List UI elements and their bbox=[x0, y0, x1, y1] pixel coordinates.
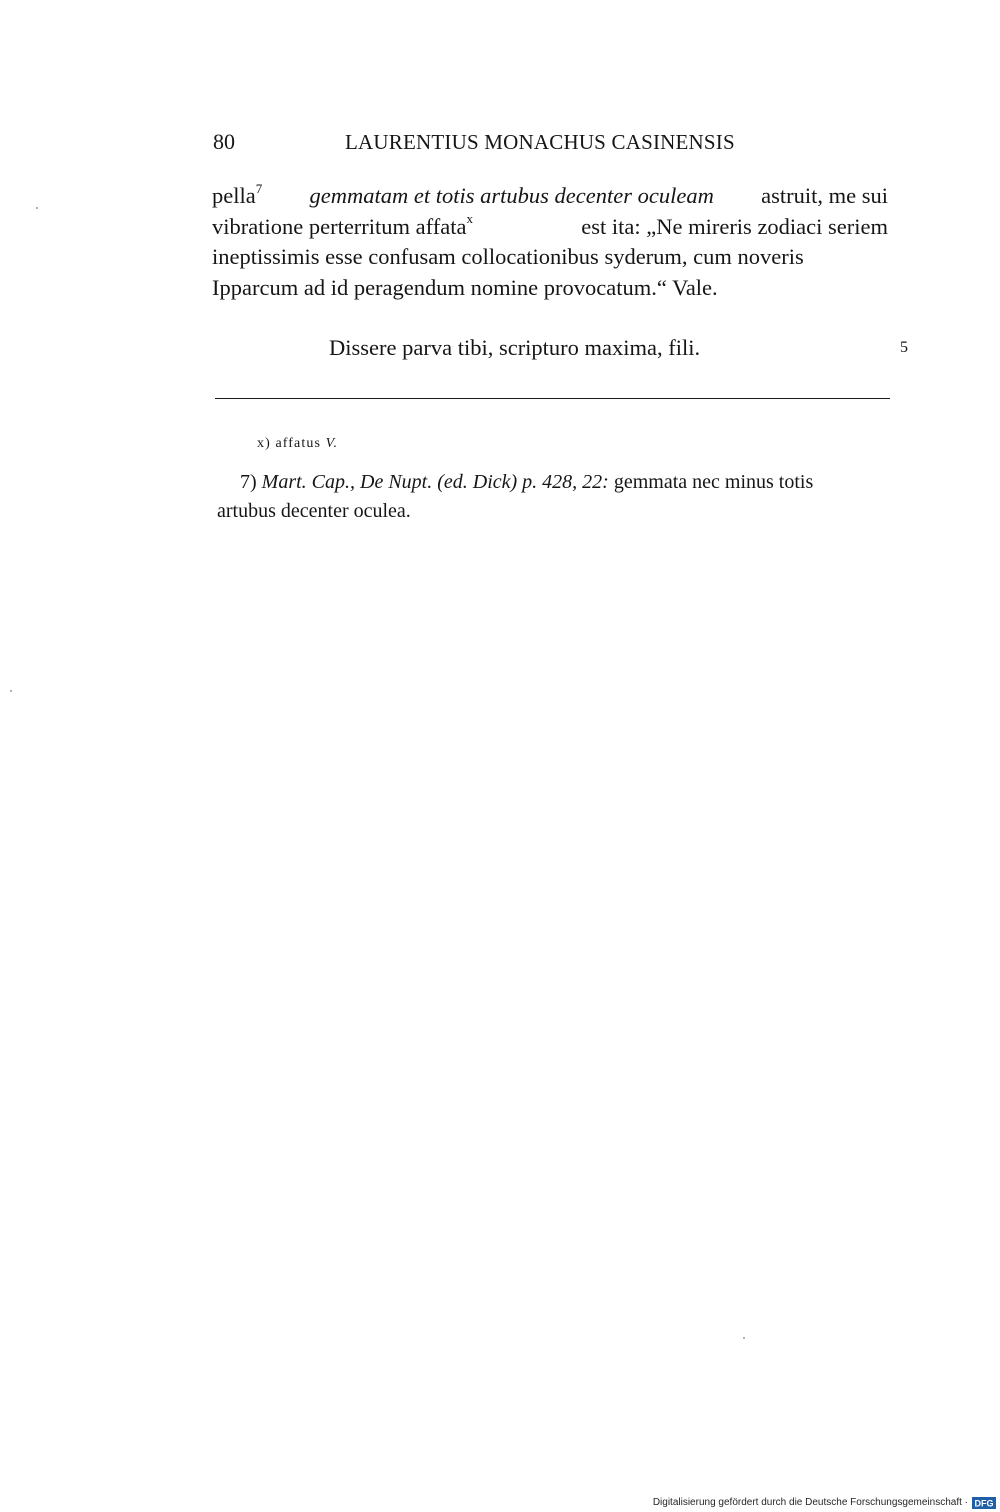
text-segment: ineptissimis esse confusam collocationibus syderum, cum noveris bbox=[212, 244, 804, 269]
footnote-reference: 7 bbox=[255, 180, 263, 196]
italic-quotation: gemmatam et totis artubus decenter oculeam bbox=[309, 183, 714, 208]
credit-text: Digitalisierung gefördert durch die Deutsche Forschungsgemeinschaft · bbox=[652, 1497, 968, 1508]
footnote-source: Mart. Cap., De Nupt. (ed. Dick) p. 428, 22: bbox=[261, 471, 609, 493]
scan-speck bbox=[36, 207, 38, 209]
text-segment: astruit, me sui bbox=[761, 183, 888, 208]
critical-apparatus bbox=[257, 434, 338, 454]
footnote bbox=[217, 468, 889, 526]
text-segment: est ita: „Ne mireris zodiaci seriem bbox=[581, 213, 888, 239]
apparatus-entry: x) affatus bbox=[257, 436, 321, 451]
scan-speck bbox=[10, 690, 12, 692]
apparatus-reference: x bbox=[466, 211, 473, 226]
text-segment bbox=[212, 212, 473, 243]
footnote-text: gemmata nec minus totis bbox=[613, 471, 814, 493]
text-line-1 bbox=[212, 181, 888, 212]
text-segment bbox=[212, 181, 262, 212]
scan-speck bbox=[743, 1337, 745, 1339]
page-number: 80 bbox=[213, 129, 235, 154]
text-line-2 bbox=[212, 212, 888, 243]
manuscript-siglum: V. bbox=[325, 436, 339, 451]
footnote-divider bbox=[215, 398, 890, 399]
dfg-logo-text: DFG bbox=[974, 1498, 994, 1508]
main-text bbox=[212, 181, 888, 303]
dfg-logo-icon bbox=[972, 1497, 996, 1509]
running-title: LAURENTIUS MONACHUS CASINENSIS bbox=[345, 130, 735, 154]
text-line-3 bbox=[212, 242, 888, 273]
text-line-4 bbox=[212, 273, 888, 304]
text-word: pella bbox=[212, 183, 256, 208]
text-segment: Ipparcum ad id peragendum nomine provocatum.“ Vale. bbox=[212, 274, 718, 300]
footnote-number: 7) bbox=[240, 471, 257, 493]
footnote-line-2: artubus decenter oculea. bbox=[217, 500, 411, 522]
line-number: 5 bbox=[900, 339, 908, 356]
footnote-line-1 bbox=[217, 468, 889, 497]
text-words: vibratione perterritum affata bbox=[212, 213, 467, 239]
verse-line: Dissere parva tibi, scripturo maxima, fili. bbox=[329, 335, 701, 360]
digitization-credit bbox=[653, 1496, 996, 1509]
